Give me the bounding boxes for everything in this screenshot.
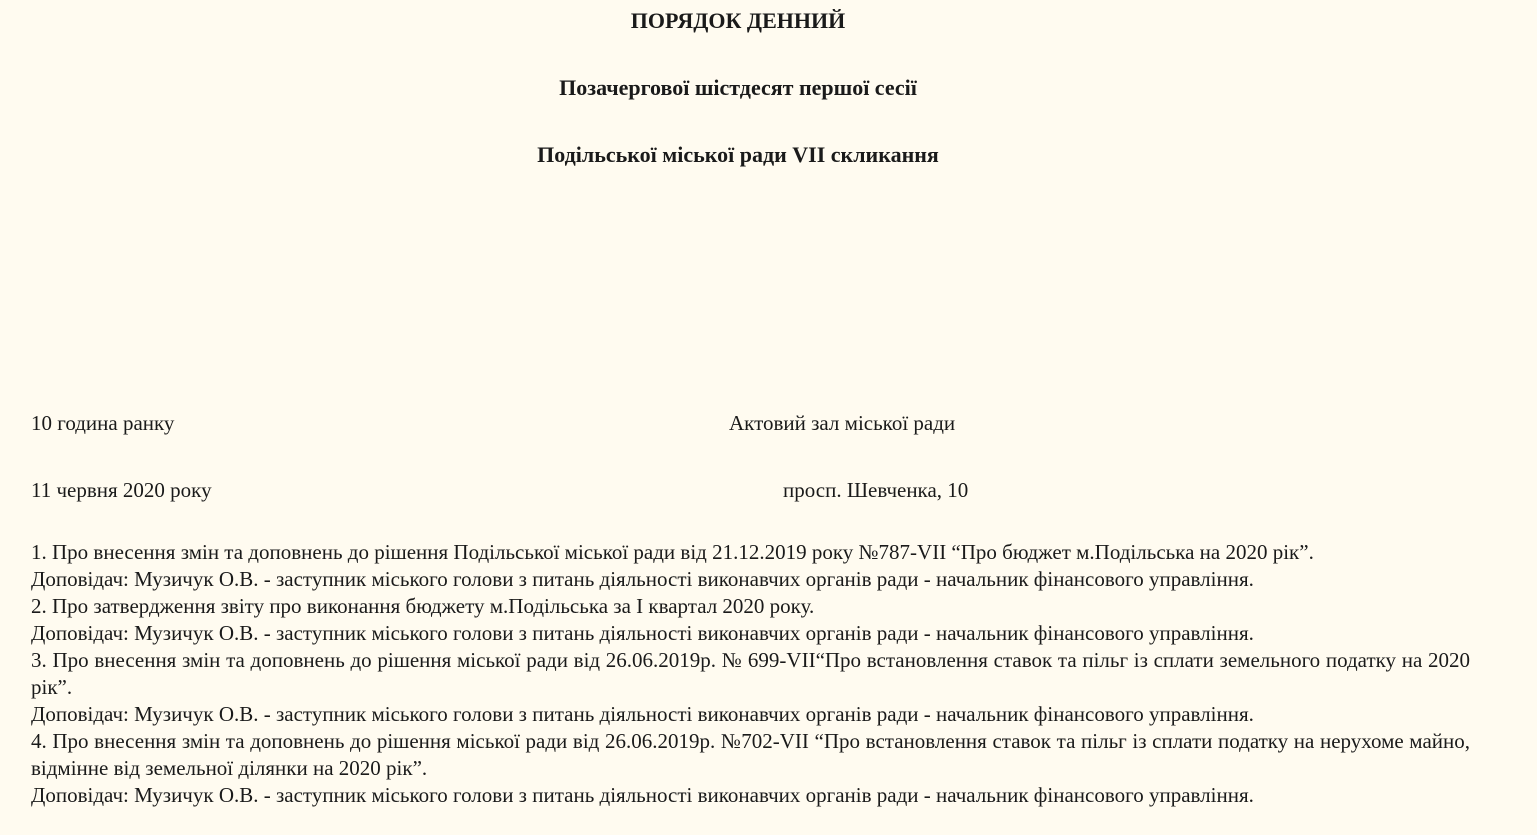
agenda-item-4-speaker: Доповідач: Музичук О.В. - заступник міського голови з питань діяльності виконавчих органів ради - начальник фінансового управління.: [31, 783, 1254, 807]
agenda-item-4-title: 4. Про внесення змін та доповнень до рішення міської ради від 26.06.2019р. №702-VII “Про встановлення ставок та пільг із сплати податку на нерухоме майно, відмінне від земельної ділянки на 2020 рік”.: [31, 729, 1470, 780]
session-subtitle: Позачергової шістдесят першої сесії: [559, 75, 917, 100]
meeting-time: 10 година ранку: [31, 411, 175, 435]
agenda-item-2-speaker: Доповідач: Музичук О.В. - заступник міського голови з питань діяльності виконавчих органів ради - начальник фінансового управління.: [31, 621, 1254, 645]
agenda-item-1-title: 1. Про внесення змін та доповнень до рішення Подільської міської ради від 21.12.2019 року №787-VII “Про бюджет м.Подільська на 2020 рік”.: [31, 540, 1314, 564]
agenda-list: [31, 539, 1470, 809]
meeting-address: просп. Шевченка, 10: [783, 478, 969, 502]
agenda-item-2-title: 2. Про затвердження звіту про виконання бюджету м.Подільська за I квартал 2020 року.: [31, 594, 815, 618]
agenda-item-3-title: 3. Про внесення змін та доповнень до рішення міської ради від 26.06.2019р. № 699-VII“Про встановлення ставок та пільг із сплати земельного податку на 2020 рік”.: [31, 648, 1470, 699]
council-subtitle: Подільської міської ради VІІ скликання: [537, 142, 939, 167]
document-title: ПОРЯДОК ДЕННИЙ: [630, 8, 846, 33]
meeting-date: 11 червня 2020 року: [31, 478, 212, 502]
agenda-item-1-speaker: Доповідач: Музичук О.В. - заступник міського голови з питань діяльності виконавчих органів ради - начальник фінансового управління.: [31, 567, 1254, 591]
meeting-hall: Актовий зал міської ради: [729, 411, 956, 435]
agenda-item-3-speaker: Доповідач: Музичук О.В. - заступник міського голови з питань діяльності виконавчих органів ради - начальник фінансового управління.: [31, 702, 1254, 726]
